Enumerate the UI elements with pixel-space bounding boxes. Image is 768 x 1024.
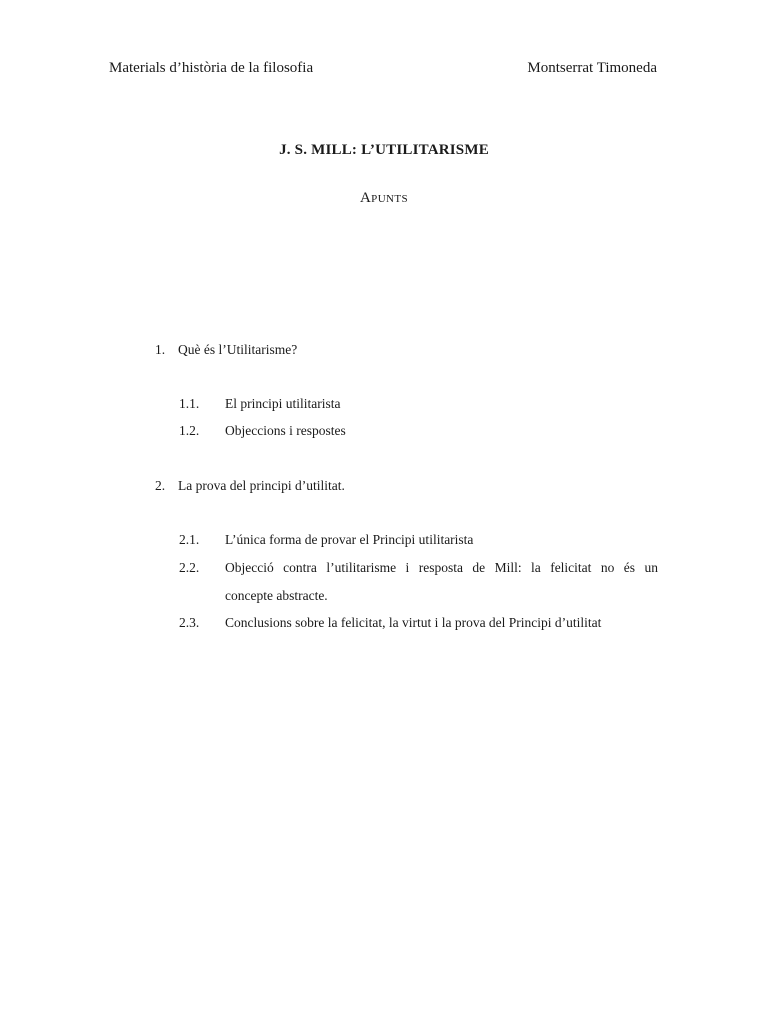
subsection-number: 2.2. [179, 560, 200, 575]
section-title: Què és l’Utilitarisme? [178, 342, 298, 357]
subsection-number: 2.3. [179, 615, 200, 630]
subsection-number: 2.1. [179, 532, 200, 547]
subsection-title-line-1: Objecció contra l’utilitarisme i resposta de Mill: la felicitat no és un [225, 560, 658, 575]
header-author: Montserrat Timoneda [527, 60, 657, 76]
section-title: La prova del principi d’utilitat. [178, 478, 345, 493]
page-header [109, 58, 657, 78]
header-course-title: Materials d’història de la filosofia [109, 60, 314, 76]
subsection-number: 1.2. [179, 423, 200, 438]
subsection-title: Conclusions sobre la felicitat, la virtut i la prova del Principi d’utilitat [225, 615, 602, 630]
document-subtitle: Apunts [359, 190, 409, 206]
subsection-title-line-2: concepte abstracte. [225, 588, 328, 603]
document-title: J. S. MILL: L’UTILITARISME [279, 142, 489, 158]
subsection-title: L’única forma de provar el Principi utilitarista [225, 532, 474, 547]
subsection-number: 1.1. [179, 396, 200, 411]
subsection-title: El principi utilitarista [225, 396, 341, 411]
section-number: 1. [155, 342, 166, 357]
subsection-title: Objeccions i respostes [225, 423, 346, 438]
section-number: 2. [155, 478, 166, 493]
